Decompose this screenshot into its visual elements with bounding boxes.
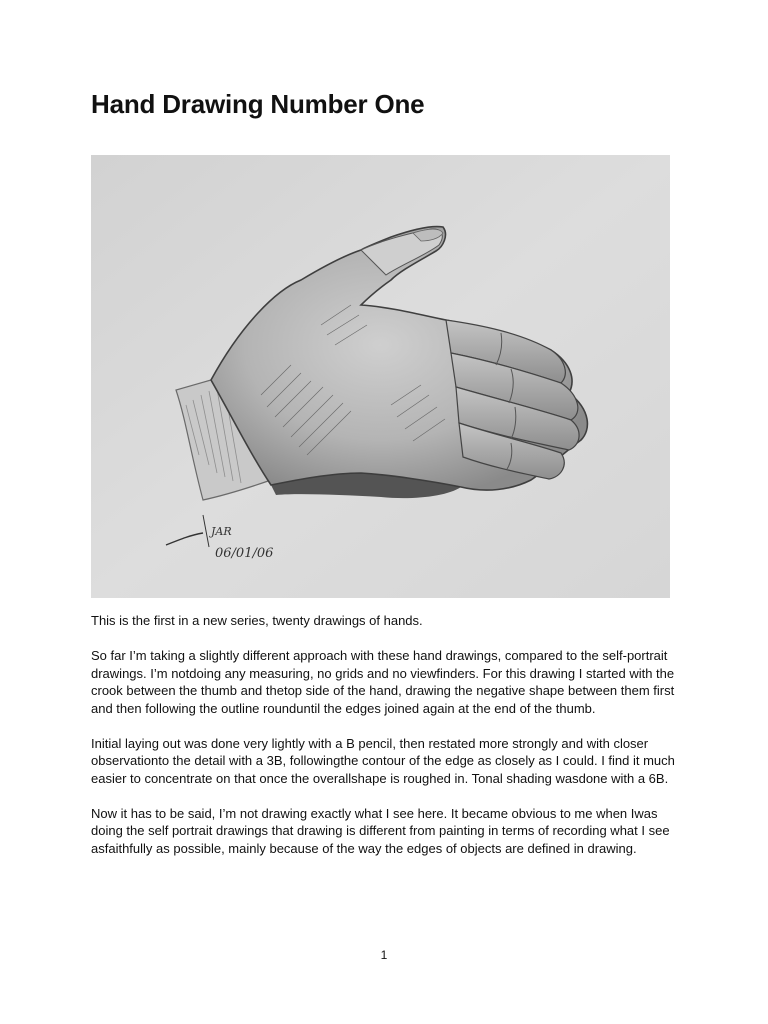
signature-initials: JAR [211, 525, 232, 538]
paragraph: This is the first in a new series, twenty drawings of hands. [91, 613, 423, 628]
page-title: Hand Drawing Number One [91, 89, 425, 119]
page-number: 1 [380, 948, 388, 962]
hand-drawing-image [91, 155, 670, 598]
paragraph: Now it has to be said, I’m not drawing exactly what I see here. It became obvious to me when Iwas doing the self portrait drawings that drawing is different from painting in terms of recording what I see asfaithfully as possible, mainly because of the way the edges of objects are defined in drawing. [91, 805, 670, 856]
paragraph: Initial laying out was done very lightly with a B pencil, then restated more strongly and with closer observationto the detail with a 3B, followingthe contour of the edge as closely as I could. I find it much easier to concentrate on that once the overallshape is roughed in. Tonal shading wasdone with a 6B. [91, 735, 675, 786]
signature-date: 06/01/06 [215, 546, 274, 561]
body-text [91, 612, 691, 875]
paragraph: So far I’m taking a slightly different approach with these hand drawings, compared to the self-portrait drawings. I’m notdoing any measuring, no grids and no viewfinders. For this drawing I started with the crook between the thumb and thetop side of the hand, drawing the negative shape between them first and then following the outline rounduntil the edges joined again at the end of the thumb. [91, 648, 675, 716]
